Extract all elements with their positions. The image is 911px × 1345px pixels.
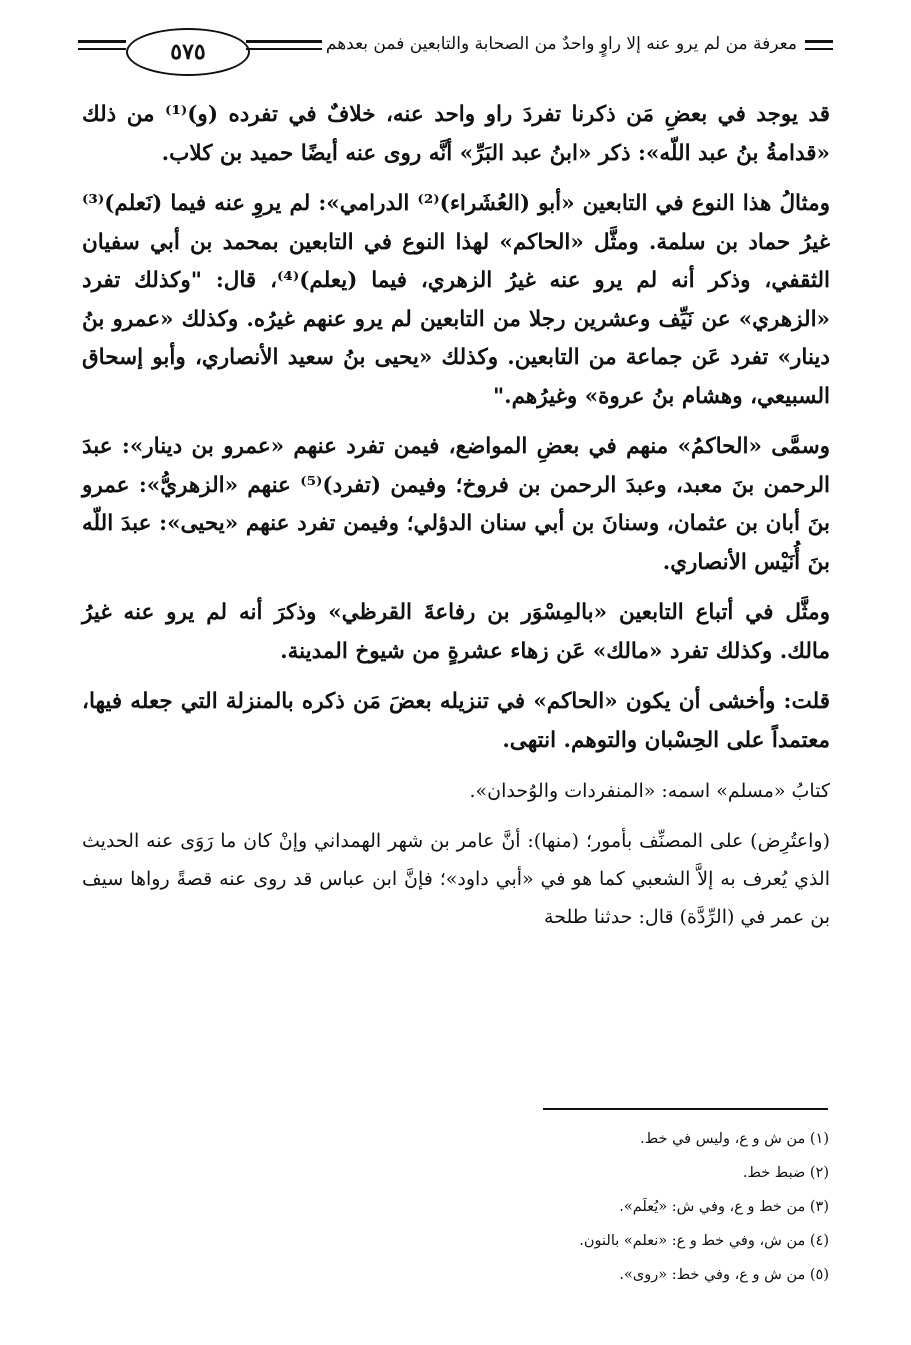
page-header xyxy=(78,18,833,80)
footnote: (٥) من ش و ع، وفي خط: «روى». xyxy=(619,1267,829,1283)
header-rule-middle-lower xyxy=(246,48,322,50)
header-rule-right-lower xyxy=(805,48,833,50)
paragraph: وسمَّى «الحاكمُ» منهم في بعضِ المواضع، فيمن تفرد عنهم «عمرو بن دينار»: عبدَ الرحمن بنَ معبد، وعبدَ الرحمن بن فروخ؛ وفيمن (تفرد)⁽⁵⁾ عنهم «الزهريُّ»: عمرو بنَ أبان بن عثمان، وسنانَ بن أبي سنان الدؤلي؛ وفيمن تفرد عنهم «يحيى»: عبدَ اللّه بنَ أُنَيْس الأنصاري. xyxy=(82,434,830,575)
paragraph: ومثالُ هذا النوع في التابعين «أبو (العُشَراء)⁽²⁾ الدرامي»: لم يروِ عنه فيما (نَعلم)⁽³⁾ غيرُ حماد بن سلمة. ومثَّل «الحاكم» لهذا النوع في التابعين بمحمد بن أبي سفيان الثقفي، وذكر أنه لم يرو عنه غيرُ الزهري، فيما (يعلم)⁽⁴⁾، قال: "وكذلك تفرد «الزهري» عن نَيِّف وعشرين رجلا من التابعين لم يرو عنهم غيرُه. وكذلك «عمرو بنُ دينار» تفرد عَن جماعة من التابعين. وكذلك «يحيى بنُ سعيد الأنصاري، وأبو إسحاق السبيعي، وهشام بنُ عروة» وغيرُهم." xyxy=(82,191,830,409)
footnotes xyxy=(189,1122,829,1292)
paragraph: كتابُ «مسلم» اسمه: «المنفردات والوُحدان». xyxy=(469,780,830,802)
footnote: (٤) من ش، وفي خط و ع: «نعلم» بالنون. xyxy=(579,1233,829,1249)
main-text xyxy=(82,96,830,948)
header-rule-middle xyxy=(246,40,322,43)
footnote: (٣) من خط و ع، وفي ش: «يُعلَم». xyxy=(619,1199,829,1215)
footnote: (١) من ش و ع، وليس في خط. xyxy=(640,1131,829,1147)
page-number: ٥٧٥ xyxy=(126,28,250,76)
header-rule-left xyxy=(78,40,126,43)
paragraph: (واعتُرِض) على المصنِّف بأمور؛ (منها): أنَّ عامر بن شهر الهمداني وإنْ كان ما رَوَى عنه الحديث الذي يُعرف به إلاَّ الشعبي كما هو في «أبي داود»؛ فإنَّ ابن عباس قد روى عنه قصةً رواها سيف بن عمر في (الرِّدَّة) قال: حدثنا طلحة xyxy=(82,830,830,928)
footnote: (٢) ضبط خط. xyxy=(742,1165,829,1181)
paragraph: ومثَّل في أتباع التابعين «بالمِسْوَر بن رفاعةَ القرظي» وذكرَ أنه لم يرو عنه غيرُ مالك. وكذلك تفرد «مالك» عَن زهاء عشرةٍ من شيوخ المدينة. xyxy=(82,600,830,664)
header-rule-right xyxy=(805,40,833,43)
running-title: معرفة من لم يرو عنه إلا راوٍ واحدٌ من الصحابة والتابعين فمن بعدهم xyxy=(325,34,797,54)
footnote-separator xyxy=(543,1108,828,1110)
paragraph: قد يوجد في بعضِ مَن ذكرنا تفردَ راو واحد عنه، خلافٌ في تفرده (و)⁽¹⁾ من ذلك «قدامةُ بنُ عبد اللّه»: ذكر «ابنُ عبد البَرِّ» أنَّه روى عنه أيضًا حميد بن كلاب. xyxy=(82,102,830,166)
header-rule-left-lower xyxy=(78,48,126,50)
paragraph: قلت: وأخشى أن يكون «الحاكم» في تنزيله بعضَ مَن ذكره بالمنزلة التي جعله فيها، معتمداً على الحِسْبان والتوهم. انتهى. xyxy=(82,689,830,753)
